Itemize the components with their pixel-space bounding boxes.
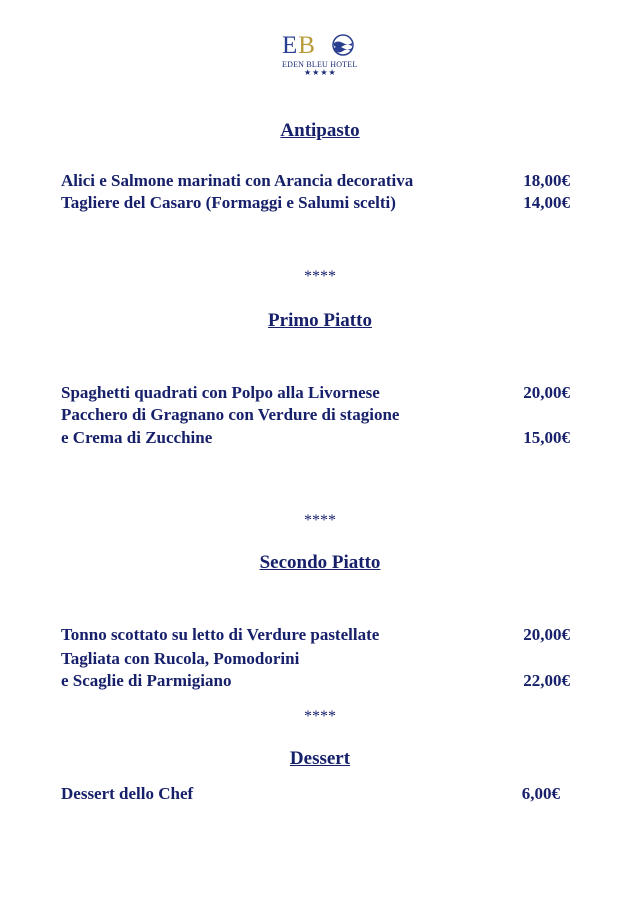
menu-item-name-cont: e Scaglie di Parmigiano: [61, 671, 232, 690]
wave-emblem-icon: [331, 34, 355, 56]
section-title-primo: Primo Piatto: [268, 310, 372, 331]
menu-item-name: Spaghetti quadrati con Polpo alla Livornese: [61, 383, 380, 402]
menu-item-price: 20,00€: [523, 383, 570, 402]
menu-item-name: Tagliere del Casaro (Formaggi e Salumi scelti): [61, 193, 396, 212]
menu-item-price: 14,00€: [523, 193, 570, 212]
logo-letter-b: B: [298, 32, 316, 59]
menu-item-name: Alici e Salmone marinati con Arancia decorativa: [61, 171, 414, 190]
menu-item-name: Pacchero di Gragnano con Verdure di stagione: [61, 405, 400, 424]
menu-item-price: 22,00€: [523, 671, 570, 690]
menu-item-name-cont: e Crema di Zucchine: [61, 428, 213, 447]
logo-letter-e: E: [282, 32, 299, 59]
logo-stars: ★★★★: [304, 68, 337, 77]
menu-item-name: Tagliata con Rucola, Pomodorini: [61, 649, 300, 668]
section-title-antipasto: Antipasto: [280, 120, 360, 141]
menu-item-price: 18,00€: [523, 171, 570, 190]
separator-stars: ****: [304, 708, 336, 725]
menu-item-name: Tonno scottato su letto di Verdure pastellate: [61, 625, 380, 644]
separator-stars: ****: [304, 512, 336, 529]
menu-item-price: 6,00€: [521, 784, 560, 803]
menu-item-name: Dessert dello Chef: [61, 784, 194, 803]
section-title-dessert: Dessert: [289, 748, 351, 769]
logo-letters: [282, 32, 316, 60]
menu-item-price: 15,00€: [523, 428, 570, 447]
menu-item-price: 20,00€: [523, 625, 570, 644]
separator-stars: ****: [304, 268, 336, 285]
logo-hotel-name: EDEN BLEU HOTEL: [282, 60, 358, 69]
hotel-logo: [282, 32, 356, 76]
section-title-secondo: Secondo Piatto: [259, 552, 381, 573]
